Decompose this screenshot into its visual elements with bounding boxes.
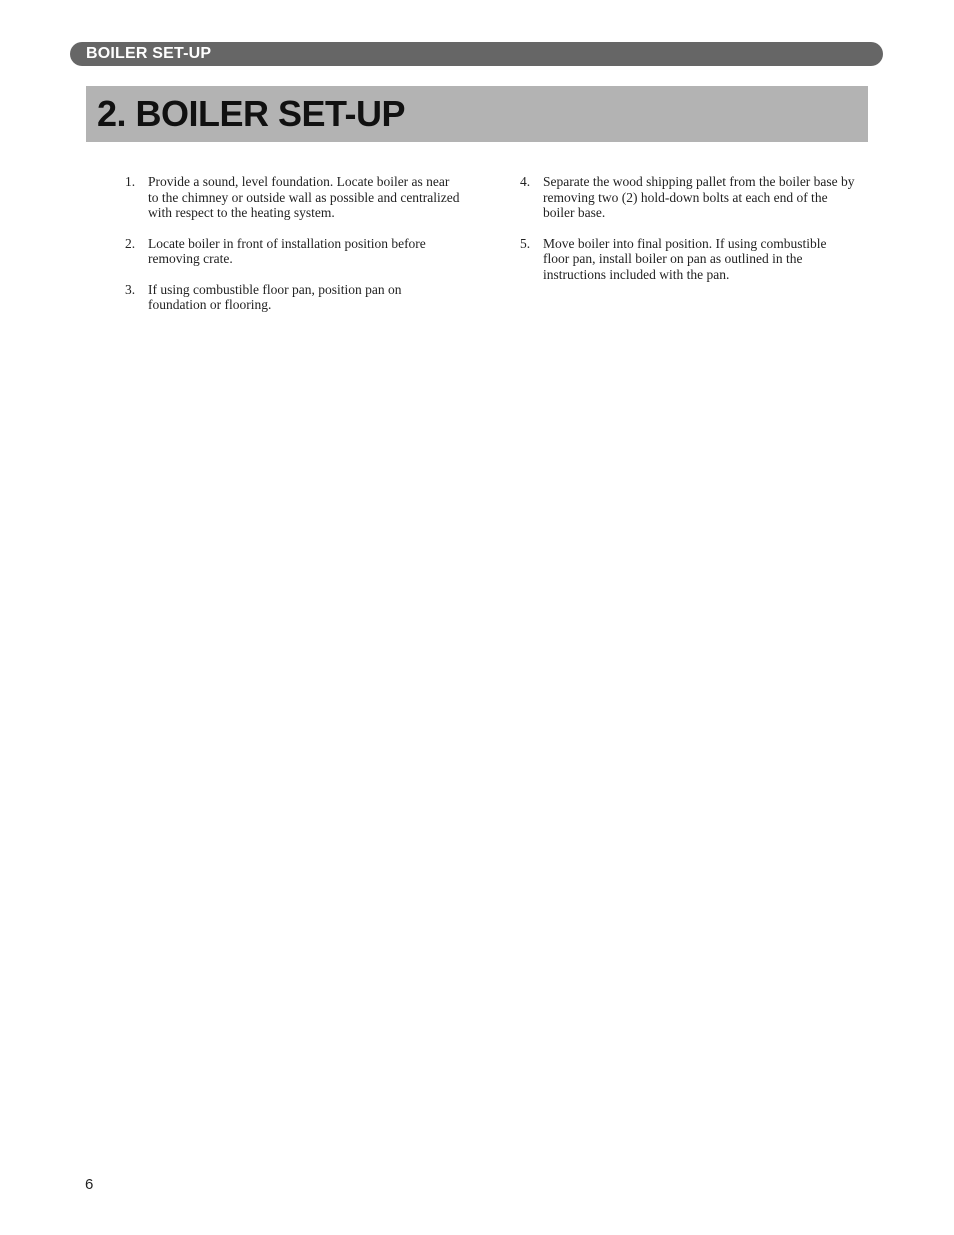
step-text: Locate boiler in front of installation position before removing crate.: [148, 235, 426, 266]
step-item: [120, 282, 460, 313]
section-title: 2. BOILER SET-UP: [97, 93, 406, 134]
steps-column-left: [120, 174, 460, 328]
step-item: [515, 236, 855, 283]
step-number: 4.: [520, 174, 531, 189]
step-text: Move boiler into final position. If using combustible floor pan, install boiler on pan as outlined in the instructions included with the pan.: [543, 235, 827, 282]
step-number: 2.: [125, 235, 136, 251]
step-number: 5.: [520, 235, 531, 251]
step-item: [515, 174, 855, 221]
step-text: Provide a sound, level foundation. Locate boiler as near to the chimney or outside wall as possible and centralized with respect to the heating system.: [148, 174, 460, 220]
step-number: 1.: [125, 174, 136, 189]
step-item: [120, 236, 460, 267]
step-text: If using combustible floor pan, position pan on foundation or flooring.: [148, 281, 402, 312]
steps-column-right: [515, 174, 855, 297]
section-header-label: BOILER SET-UP: [86, 45, 212, 62]
section-title-band: [86, 86, 868, 142]
page-number: 6: [85, 1176, 94, 1193]
step-item: [120, 174, 460, 221]
section-header-tab: [70, 42, 883, 66]
step-number: 3.: [125, 281, 136, 297]
step-text: Separate the wood shipping pallet from the boiler base by removing two (2) hold-down bolts at each end of the boiler base.: [543, 174, 855, 220]
